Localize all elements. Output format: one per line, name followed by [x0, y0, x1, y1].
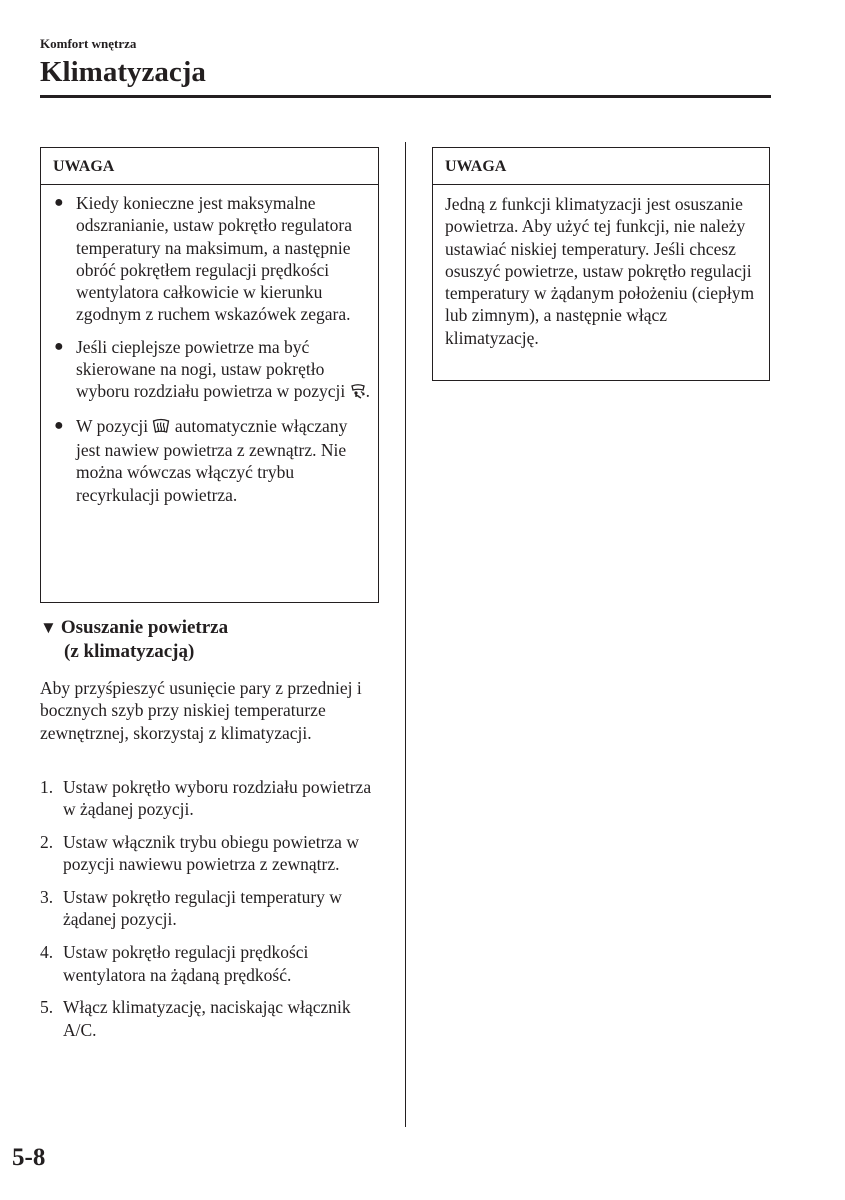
step-item [40, 831, 385, 876]
floor-defrost-mode-icon [350, 382, 366, 404]
note-bullet-text-end: . [365, 381, 370, 402]
step-number: 3. [40, 887, 54, 908]
bullet-icon: ● [54, 194, 64, 211]
step-text: Włącz klimatyzację, naciskając włącznik A/C. [63, 997, 351, 1040]
note-heading: UWAGA [41, 148, 378, 185]
note-bullet-item [41, 415, 378, 506]
note-bullet-item [41, 192, 378, 326]
step-item [40, 941, 385, 986]
step-text: Ustaw pokrętło regulacji temperatury w żądanej pozycji. [63, 887, 342, 930]
note-bullet-text: W pozycji [76, 415, 153, 436]
note-box-right [432, 147, 770, 381]
step-number: 2. [40, 832, 54, 853]
note-box-left [40, 147, 379, 603]
step-item [40, 886, 385, 931]
note-bullet-list [41, 185, 378, 506]
step-text: Ustaw włącznik trybu obiegu powietrza w pozycji nawiewu powietrza z zewnątrz. [63, 832, 359, 875]
bullet-icon: ● [54, 337, 64, 355]
step-number: 5. [40, 997, 54, 1018]
section-heading-line1: Osuszanie powietrza [60, 617, 229, 638]
steps-list [40, 776, 385, 1051]
note-bullet-text-end: automatycznie włączany jest nawiew powietrza z zewnątrz. Nie można wówczas włączyć trybu recyrkulacji powietrza. [76, 415, 348, 505]
page-number: 5-8 [12, 1144, 46, 1171]
step-number: 4. [40, 942, 54, 963]
section-label: Komfort wnętrza [40, 36, 137, 51]
step-item [40, 776, 385, 821]
note-bullet-text: Jeśli cieplejsze powietrze ma być skierowane na nogi, ustaw pokrętło wyboru rozdziału powietrza w pozycji [76, 336, 350, 402]
step-number: 1. [40, 777, 54, 797]
bullet-icon: ● [54, 416, 64, 434]
note-bullet-text: Kiedy konieczne jest maksymalne odszranianie, ustaw pokrętło regulatora temperatury na maksimum, a następnie obróć pokrętłem regulacji prędkości wentylatora całkowicie w kierunku zgodnym z ruchem wskazówek zegara. [76, 193, 353, 325]
section-heading-line2: (z klimatyzacją) [64, 641, 195, 662]
note-bullet-item [41, 336, 378, 405]
title-rule [40, 95, 771, 98]
note-heading: UWAGA [433, 148, 769, 185]
note-body-text: Jedną z funkcji klimatyzacji jest osuszanie powietrza. Aby użyć tej funkcji, nie należy ustawiać niskiej temperatury. Jeśli chcesz osuszyć powietrze, ustaw pokrętło regulacji temperatury w żądanym położeniu (ciepłym lub zimnym), a następnie włącz klimatyzację. [445, 194, 755, 348]
page-title: Klimatyzacja [40, 56, 206, 88]
section-heading [40, 616, 228, 664]
section-intro: Aby przyśpieszyć usunięcie pary z przedniej i bocznych szyb przy niskiej temperaturze zewnętrznej, skorzystaj z klimatyzacji. [40, 678, 362, 743]
step-text: Ustaw pokrętło wyboru rozdziału powietrza w żądanej pozycji. [63, 777, 372, 820]
step-text: Ustaw pokrętło regulacji prędkości wentylatora na żądaną prędkość. [63, 942, 309, 985]
windshield-defrost-icon [152, 417, 170, 439]
triangle-marker-icon: ▼ [40, 618, 57, 637]
column-divider [405, 142, 406, 1127]
step-item [40, 996, 385, 1041]
